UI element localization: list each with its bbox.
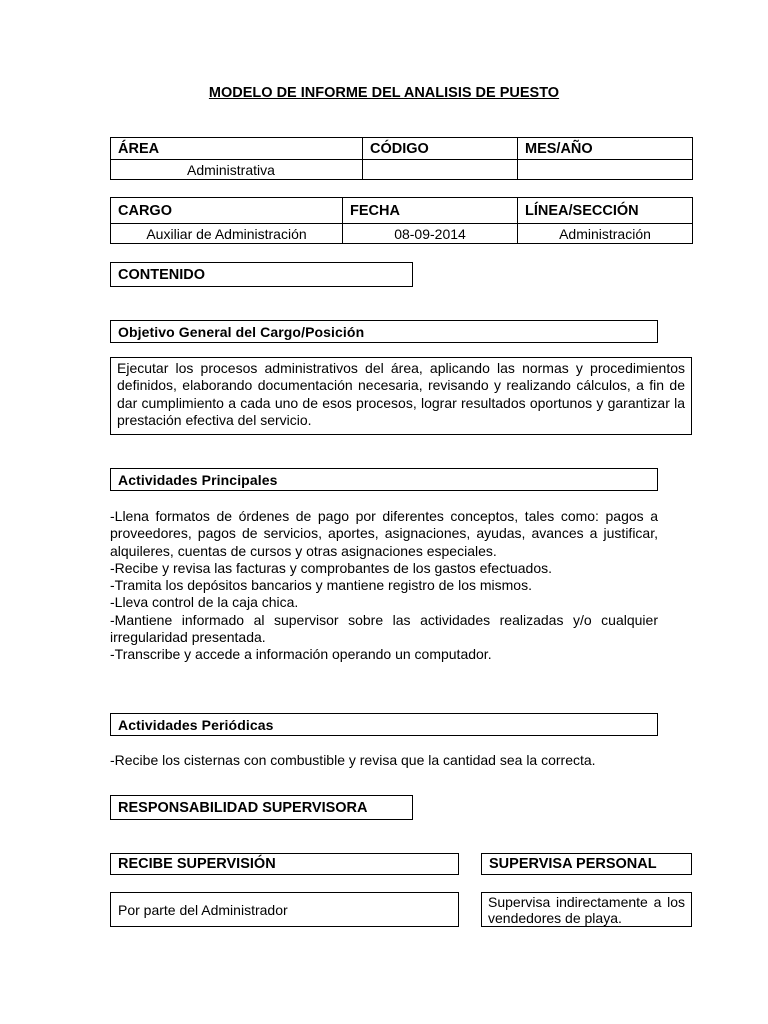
cargo-value: Auxiliar de Administración [111,224,343,244]
cargo-header: CARGO [111,198,343,224]
mes-ano-header: MES/AÑO [518,138,693,160]
codigo-value [363,160,518,180]
actividad-item: -Lleva control de la caja chica. [110,594,299,611]
recibe-supervision-text: Por parte del Administrador [110,892,459,927]
area-table [110,137,693,180]
supervisa-personal-heading: SUPERVISA PERSONAL [481,853,692,875]
responsabilidad-heading: RESPONSABILIDAD SUPERVISORA [110,795,413,820]
cargo-table [110,197,693,244]
periodicas-text: -Recibe los cisternas con combustible y revisa que la cantidad sea la correcta. [110,752,596,768]
periodicas-heading: Actividades Periódicas [110,713,658,736]
fecha-value: 08-09-2014 [343,224,518,244]
supervisa-personal-text: Supervisa indirectamente a los vendedores de playa. [481,892,692,927]
objetivo-heading: Objetivo General del Cargo/Posición [110,320,658,343]
actividad-item: -Llena formatos de órdenes de pago por diferentes conceptos, tales como: pagos a proveedores, pagos de servicios, aportes, asignaciones, ayudas, avances a justificar, alquileres, cuentas de cursos y otras asignaciones especiales. [110,508,658,559]
actividad-item: -Mantiene informado al supervisor sobre las actividades realizadas y/o cualquier irregularidad presentada. [110,611,658,646]
actividad-item: -Recibe y revisa las facturas y comprobantes de los gastos efectuados. [110,559,552,576]
actividad-item: -Transcribe y accede a información operando un computador. [110,646,492,663]
fecha-header: FECHA [343,198,518,224]
objetivo-text: Ejecutar los procesos administrativos del área, aplicando las normas y procedimientos definidos, elaborando documentación necesaria, revisando y realizando cálculos, a fin de dar cumplimiento a cada uno de esos procesos, lograr resultados oportunos y garantizar la prestación efectiva del servicio. [110,357,692,435]
linea-seccion-header: LÍNEA/SECCIÓN [518,198,693,224]
area-header: ÁREA [111,138,363,160]
codigo-header: CÓDIGO [363,138,518,160]
actividad-item: -Tramita los depósitos bancarios y mantiene registro de los mismos. [110,577,532,594]
document-title: MODELO DE INFORME DEL ANALISIS DE PUESTO [208,85,560,101]
recibe-supervision-heading: RECIBE SUPERVISIÓN [110,853,459,875]
contenido-heading: CONTENIDO [110,262,413,287]
mes-ano-value [518,160,693,180]
linea-seccion-value: Administración [518,224,693,244]
actividades-list [110,508,658,664]
actividades-heading: Actividades Principales [110,468,658,491]
area-value: Administrativa [111,160,363,180]
